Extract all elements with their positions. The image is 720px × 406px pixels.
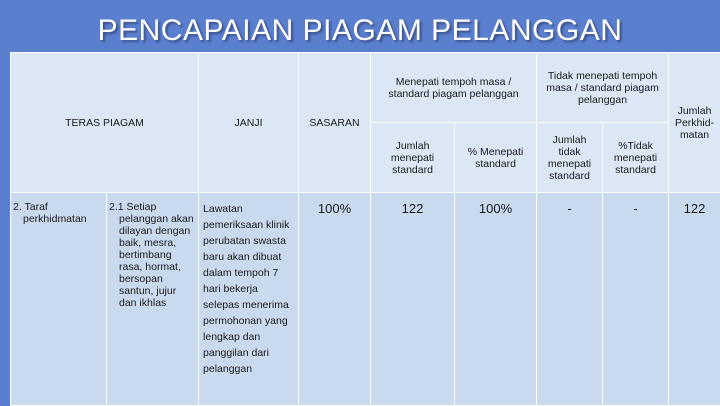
header-janji: JANJI <box>199 53 299 193</box>
header-jumlah-menepati: Jumlah menepati standard <box>371 123 455 193</box>
cell-janji: Lawatan pemeriksaan klinik perubatan swasta baru akan dibuat dalam tempoh 7 hari bekerja selepas menerima permohonan yang lengkap dan panggilan dari pelanggan <box>199 193 299 406</box>
cell-jumlah-perkhidmatan: 122 <box>669 193 720 406</box>
header-menepati-group: Menepati tempoh masa / standard piagam pelanggan <box>371 53 537 123</box>
header-pct-menepati: % Menepati standard <box>455 123 537 193</box>
header-teras-piagam: TERAS PIAGAM <box>11 53 199 193</box>
cell-jumlah-tidak-menepati: - <box>537 193 603 406</box>
header-pct-tidak-menepati: %Tidak menepati standard <box>603 123 669 193</box>
header-jumlah-tidak-menepati: Jumlah tidak menepati standard <box>537 123 603 193</box>
page-title: PENCAPAIAN PIAGAM PELANGGAN <box>0 14 720 48</box>
cell-teras: 2. Taraf perkhidmatan <box>11 193 107 406</box>
cell-jumlah-menepati: 122 <box>371 193 455 406</box>
header-jumlah-perkhidmatan: Jumlah Perkhid-matan <box>669 53 720 193</box>
charter-table <box>10 52 720 406</box>
header-tidak-menepati-group: Tidak menepati tempoh masa / standard piagam pelanggan <box>537 53 669 123</box>
cell-pct-tidak-menepati: - <box>603 193 669 406</box>
table-row <box>11 193 720 406</box>
cell-piagam: 2.1 Setiap pelanggan akan dilayan dengan baik, mesra, bertimbang rasa, hormat, bersopan santun, jujur dan ikhlas <box>107 193 199 406</box>
cell-sasaran: 100% <box>299 193 371 406</box>
header-sasaran: SASARAN <box>299 53 371 193</box>
cell-pct-menepati: 100% <box>455 193 537 406</box>
